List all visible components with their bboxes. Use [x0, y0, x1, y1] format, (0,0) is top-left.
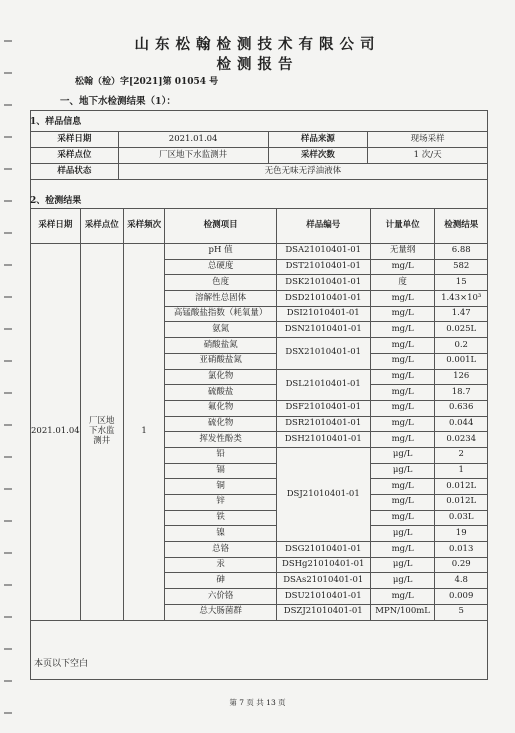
code-cell: DSU21010401-01 [276, 589, 370, 605]
value-cell: 0.03L [435, 510, 488, 526]
sample-info-table [30, 131, 488, 180]
value-cell: 0.2 [435, 338, 488, 354]
unit-cell: mg/L [370, 385, 435, 401]
item-cell: 硫化物 [165, 416, 276, 432]
table-row [31, 244, 488, 260]
results-header-row [31, 209, 488, 244]
item-cell: 氨氮 [165, 322, 276, 338]
unit-cell: mg/L [370, 400, 435, 416]
unit-cell: mg/L [370, 338, 435, 354]
binding-margin [0, 0, 14, 733]
source-value: 现场采样 [368, 132, 488, 148]
value-cell: 19 [435, 526, 488, 542]
item-cell: 镉 [165, 463, 276, 479]
item-cell: 铜 [165, 479, 276, 495]
value-cell: 2 [435, 447, 488, 463]
value-cell: 0.001L [435, 353, 488, 369]
value-cell: 0.0234 [435, 432, 488, 448]
unit-cell: 无量纲 [370, 244, 435, 260]
section-title: 一、地下水检测结果（1）： [60, 96, 176, 107]
unit-cell: μg/L [370, 526, 435, 542]
code-cell: DSR21010401-01 [276, 416, 370, 432]
value-cell: 15 [435, 275, 488, 291]
code-cell: DSI21010401-01 [276, 306, 370, 322]
sample-freq-cell: 1 [123, 244, 165, 621]
code-cell: DSF21010401-01 [276, 400, 370, 416]
code-cell: DST21010401-01 [276, 259, 370, 275]
item-cell: 挥发性酚类 [165, 432, 276, 448]
unit-cell: mg/L [370, 416, 435, 432]
unit-cell: mg/L [370, 259, 435, 275]
value-cell: 0.636 [435, 400, 488, 416]
header-date: 采样日期 [31, 209, 81, 244]
unit-cell: 度 [370, 275, 435, 291]
item-cell: 汞 [165, 557, 276, 573]
sample-site-cell: 厂区地下水监测井 [80, 244, 123, 621]
header-value: 检测结果 [435, 209, 488, 244]
item-cell: 氯化物 [165, 369, 276, 385]
value-cell: 0.009 [435, 589, 488, 605]
report-title: 检测报告 [216, 56, 299, 73]
item-cell: 六价铬 [165, 589, 276, 605]
site-value: 厂区地下水监测井 [118, 148, 268, 164]
code-cell: DSA21010401-01 [276, 244, 370, 260]
site-label: 采样点位 [31, 148, 119, 164]
value-cell: 126 [435, 369, 488, 385]
unit-cell: mg/L [370, 322, 435, 338]
item-cell: 氟化物 [165, 400, 276, 416]
sample-info-heading: 1、样品信息 [30, 117, 82, 127]
value-cell: 18.7 [435, 385, 488, 401]
unit-cell: mg/L [370, 369, 435, 385]
item-cell: 总大肠菌群 [165, 604, 276, 620]
item-cell: 总铬 [165, 542, 276, 558]
sample-date-cell: 2021.01.04 [31, 244, 81, 621]
unit-cell: mg/L [370, 542, 435, 558]
state-label: 样品状态 [31, 164, 119, 180]
item-cell: 硫酸盐 [165, 385, 276, 401]
unit-cell: mg/L [370, 479, 435, 495]
times-value: 1 次/天 [368, 148, 488, 164]
code-cell: DSK21010401-01 [276, 275, 370, 291]
header-code: 样品编号 [276, 209, 370, 244]
item-cell: 铁 [165, 510, 276, 526]
value-cell: 0.044 [435, 416, 488, 432]
item-cell: 铅 [165, 447, 276, 463]
value-cell: 0.012L [435, 495, 488, 511]
value-cell: 0.012L [435, 479, 488, 495]
unit-cell: mg/L [370, 353, 435, 369]
unit-cell: mg/L [370, 291, 435, 307]
unit-cell: mg/L [370, 510, 435, 526]
date-value: 2021.01.04 [118, 132, 268, 148]
code-cell: DSZJ21010401-01 [276, 604, 370, 620]
code-cell: DSHg21010401-01 [276, 557, 370, 573]
value-cell: 4.8 [435, 573, 488, 589]
unit-cell: mg/L [370, 495, 435, 511]
item-cell: 溶解性总固体 [165, 291, 276, 307]
unit-cell: mg/L [370, 589, 435, 605]
code-cell: DSAs21010401-01 [276, 573, 370, 589]
date-label: 采样日期 [31, 132, 119, 148]
unit-cell: mg/L [370, 432, 435, 448]
item-cell: 镍 [165, 526, 276, 542]
value-cell: 5 [435, 604, 488, 620]
code-cell: DSX21010401-01 [276, 338, 370, 369]
header-unit: 计量单位 [370, 209, 435, 244]
company-name: 山东松翰检测技术有限公司 [134, 36, 381, 53]
code-cell: DSG21010401-01 [276, 542, 370, 558]
code-cell: DSD21010401-01 [276, 291, 370, 307]
code-cell: DSH21010401-01 [276, 432, 370, 448]
item-cell: 高锰酸盐指数（耗氧量） [165, 306, 276, 322]
state-value: 无色无味无浮油液体 [118, 164, 487, 180]
item-cell: 硝酸盐氮 [165, 338, 276, 354]
value-cell: 1.43×10³ [435, 291, 488, 307]
item-cell: 锌 [165, 495, 276, 511]
unit-cell: μg/L [370, 447, 435, 463]
report-number: 松翰（检）字[2021]第 01054 号 [75, 77, 219, 87]
value-cell: 6.88 [435, 244, 488, 260]
value-cell: 1.47 [435, 306, 488, 322]
times-label: 采样次数 [268, 148, 368, 164]
results-heading: 2、检测结果 [30, 196, 82, 206]
item-cell: 色度 [165, 275, 276, 291]
results-table [30, 208, 488, 621]
code-cell: DSL21010401-01 [276, 369, 370, 400]
value-cell: 0.025L [435, 322, 488, 338]
blank-note: 本页以下空白 [34, 659, 89, 669]
source-label: 样品来源 [268, 132, 368, 148]
item-cell: pH 值 [165, 244, 276, 260]
header-freq: 采样频次 [123, 209, 165, 244]
unit-cell: mg/L [370, 306, 435, 322]
unit-cell: MPN/100mL [370, 604, 435, 620]
header-item: 检测项目 [165, 209, 276, 244]
value-cell: 0.29 [435, 557, 488, 573]
value-cell: 0.013 [435, 542, 488, 558]
item-cell: 亚硝酸盐氮 [165, 353, 276, 369]
item-cell: 总硬度 [165, 259, 276, 275]
value-cell: 1 [435, 463, 488, 479]
item-cell: 砷 [165, 573, 276, 589]
value-cell: 582 [435, 259, 488, 275]
code-cell: DSN21010401-01 [276, 322, 370, 338]
unit-cell: μg/L [370, 463, 435, 479]
code-cell: DSJ21010401-01 [276, 447, 370, 541]
header-site: 采样点位 [80, 209, 123, 244]
unit-cell: μg/L [370, 573, 435, 589]
unit-cell: μg/L [370, 557, 435, 573]
page-number: 第 7 页 共 13 页 [229, 698, 286, 707]
